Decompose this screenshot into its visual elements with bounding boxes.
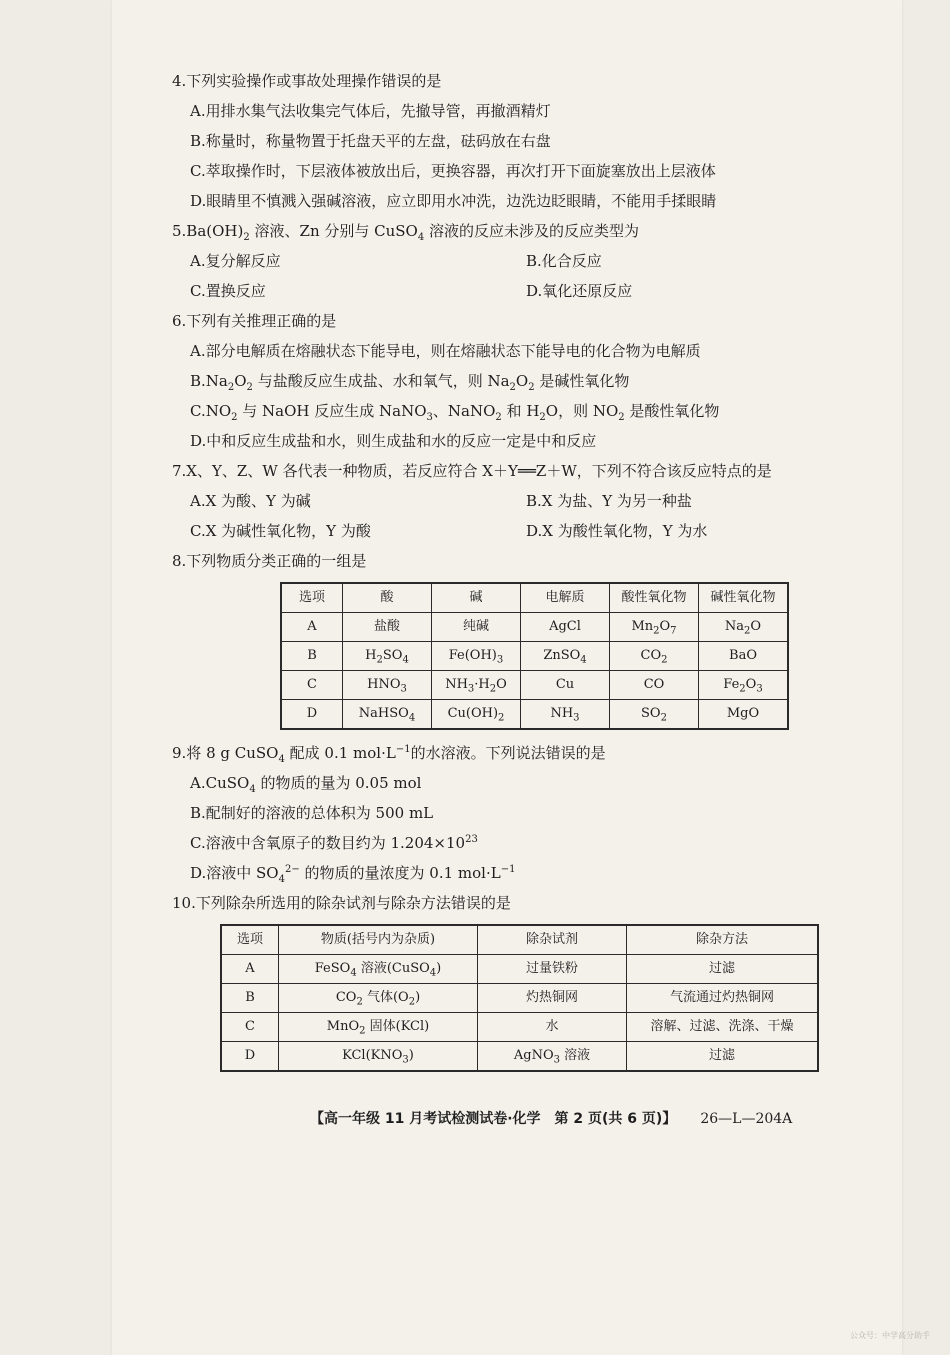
table-header-cell: 选项 <box>221 925 279 955</box>
table-cell: $KCl(KNO_3)$ <box>279 1042 478 1072</box>
question-7-option-c: C.X 为碱性氧化物，Y 为酸 <box>190 522 371 540</box>
table-header-cell: 除杂方法 <box>627 925 819 955</box>
question-4-option-d: D.眼睛里不慎溅入强碱溶液，应立即用水冲洗，边洗边眨眼睛，不能用手揉眼睛 <box>190 192 717 210</box>
table-cell: 过滤 <box>627 1042 819 1072</box>
question-7-options-row-2 <box>172 516 862 546</box>
question-9-option-c: C.溶液中含氧原子的数目约为 $1.204\times 10^{23}$ <box>190 834 478 852</box>
question-4-stem: 4.下列实验操作或事故处理操作错误的是 <box>172 72 442 90</box>
table-cell: MnO$_2$ 固体(KCl) <box>279 1013 478 1042</box>
question-4-option-b: B.称量时，称量物置于托盘天平的左盘，砝码放在右盘 <box>190 132 551 150</box>
question-10-stem: 10.下列除杂所选用的除杂试剂与除杂方法错误的是 <box>172 894 511 912</box>
table-cell: C <box>221 1013 279 1042</box>
table-cell: B <box>221 984 279 1013</box>
table-cell: 气流通过灼热铜网 <box>627 984 819 1013</box>
page-footer <box>310 1108 890 1128</box>
question-6-option-c: $C.NO_2$ 与 NaOH 反应生成 NaNO$_3$、NaNO$_2$ 和 $H_2O$，则 $NO_2$ 是酸性氧化物 <box>190 402 720 423</box>
table-header-row <box>281 583 788 613</box>
table-row <box>281 642 788 671</box>
table-header-cell: 物质(括号内为杂质) <box>279 925 478 955</box>
question-5-option-c: C.置换反应 <box>190 282 266 300</box>
question-9-option-d: D.溶液中 $SO_4^{2-}$ 的物质的量浓度为 0.1 $mol\cdot L^{-1}$ <box>190 864 516 885</box>
table-cell: $Cu(OH)_2$ <box>432 700 521 730</box>
table-cell: $SO_2$ <box>610 700 699 730</box>
table-header-cell: 碱性氧化物 <box>699 583 789 613</box>
table-row <box>281 700 788 730</box>
question-7-stem: 7.X、Y、Z、W 各代表一种物质，若反应符合 X＋Y══Z＋W，下列不符合该反应特点的是 <box>172 462 772 480</box>
table-cell: $H_2SO_4$ <box>343 642 432 671</box>
table-row <box>281 671 788 700</box>
table-cell: 过滤 <box>627 955 819 984</box>
table-cell: 水 <box>478 1013 627 1042</box>
table-row <box>221 984 818 1013</box>
table-cell: $Na_2O$ <box>699 613 789 642</box>
table-cell: 过量铁粉 <box>478 955 627 984</box>
table-header-cell: 选项 <box>281 583 343 613</box>
question-8-stem: 8.下列物质分类正确的一组是 <box>172 552 367 570</box>
page-content <box>172 66 862 1080</box>
table-cell: BaO <box>699 642 789 671</box>
question-7-option-a: A.X 为酸、Y 为碱 <box>190 492 311 510</box>
table-cell: C <box>281 671 343 700</box>
table-cell: 纯碱 <box>432 613 521 642</box>
question-9-stem: 9.将 8 g CuSO$_4$ 配成 0.1 $mol\cdot L^{-1}$的水溶液。下列说法错误的是 <box>172 744 606 765</box>
table-cell: A <box>221 955 279 984</box>
table-cell: $CO_2$ <box>610 642 699 671</box>
table-cell: $Mn_2O_7$ <box>610 613 699 642</box>
table-cell: $Fe_2O_3$ <box>699 671 789 700</box>
table-row <box>281 613 788 642</box>
question-4-option-c: C.萃取操作时，下层液体被放出后，更换容器，再次打开下面旋塞放出上层液体 <box>190 162 716 180</box>
footer-title: 【高一年级 11 月考试检测试卷·化学 第 2 页(共 6 页)】 <box>310 1111 677 1127</box>
table-header-cell: 酸性氧化物 <box>610 583 699 613</box>
table-row <box>221 1013 818 1042</box>
table-cell: 溶解、过滤、洗涤、干燥 <box>627 1013 819 1042</box>
question-9-option-b: B.配制好的溶液的总体积为 500 mL <box>190 804 434 822</box>
watermark-stamp: 公众号：中学高分助手 <box>850 1331 930 1340</box>
question-9-option-a: A.CuSO$_4$ 的物质的量为 0.05 mol <box>190 774 422 795</box>
question-6-option-a: A.部分电解质在熔融状态下能导电，则在熔融状态下能导电的化合物为电解质 <box>190 342 701 360</box>
table-cell: AgCl <box>521 613 610 642</box>
question-7-option-b: B.X 为盐、Y 为另一种盐 <box>526 492 692 510</box>
table-cell: $HNO_3$ <box>343 671 432 700</box>
table-row <box>221 955 818 984</box>
table-cell: D <box>281 700 343 730</box>
question-6-option-d: D.中和反应生成盐和水，则生成盐和水的反应一定是中和反应 <box>190 432 597 450</box>
question-7-options-row-1 <box>172 486 862 516</box>
table-header-cell: 电解质 <box>521 583 610 613</box>
table-cell: FeSO$_4$ 溶液(CuSO$_4$) <box>279 955 478 984</box>
table-header-row <box>221 925 818 955</box>
table-cell: MgO <box>699 700 789 730</box>
table-cell: CO <box>610 671 699 700</box>
table-cell: $NH_3\cdot H_2O$ <box>432 671 521 700</box>
question-10-table <box>220 924 819 1072</box>
table-header-cell: 除杂试剂 <box>478 925 627 955</box>
table-header-cell: 碱 <box>432 583 521 613</box>
table-cell: $Fe(OH)_3$ <box>432 642 521 671</box>
table-cell: B <box>281 642 343 671</box>
table-cell: $NH_3$ <box>521 700 610 730</box>
table-cell: AgNO$_3$ 溶液 <box>478 1042 627 1072</box>
question-5-options-row-1 <box>172 246 862 276</box>
table-cell: ZnSO$_4$ <box>521 642 610 671</box>
question-8-table <box>280 582 789 730</box>
table-cell: NaHSO$_4$ <box>343 700 432 730</box>
table-cell: 盐酸 <box>343 613 432 642</box>
question-5-option-d: D.氧化还原反应 <box>526 282 633 300</box>
question-4-option-a: A.用排水集气法收集完气体后，先撤导管，再撤酒精灯 <box>190 102 551 120</box>
question-6-option-b: $B.Na_2O_2$ 与盐酸反应生成盐、水和氧气，则 $Na_2O_2$ 是碱性氧化物 <box>190 372 630 393</box>
table-cell: A <box>281 613 343 642</box>
footer-code: 26—L—204A <box>700 1111 793 1127</box>
table-cell: D <box>221 1042 279 1072</box>
question-7-option-d: D.X 为酸性氧化物，Y 为水 <box>526 522 708 540</box>
question-5-options-row-2 <box>172 276 862 306</box>
question-5-stem: $5.Ba(OH)_2$ 溶液、Zn 分别与 CuSO$_4$ 溶液的反应未涉及的反应类型为 <box>172 222 640 243</box>
table-row <box>221 1042 818 1072</box>
question-5-option-b: B.化合反应 <box>526 252 602 270</box>
question-5-option-a: A.复分解反应 <box>190 252 281 270</box>
table-cell: 灼热铜网 <box>478 984 627 1013</box>
table-cell: Cu <box>521 671 610 700</box>
table-cell: $CO_2$ 气体$(O_2)$ <box>279 984 478 1013</box>
table-header-cell: 酸 <box>343 583 432 613</box>
question-6-stem: 6.下列有关推理正确的是 <box>172 312 337 330</box>
